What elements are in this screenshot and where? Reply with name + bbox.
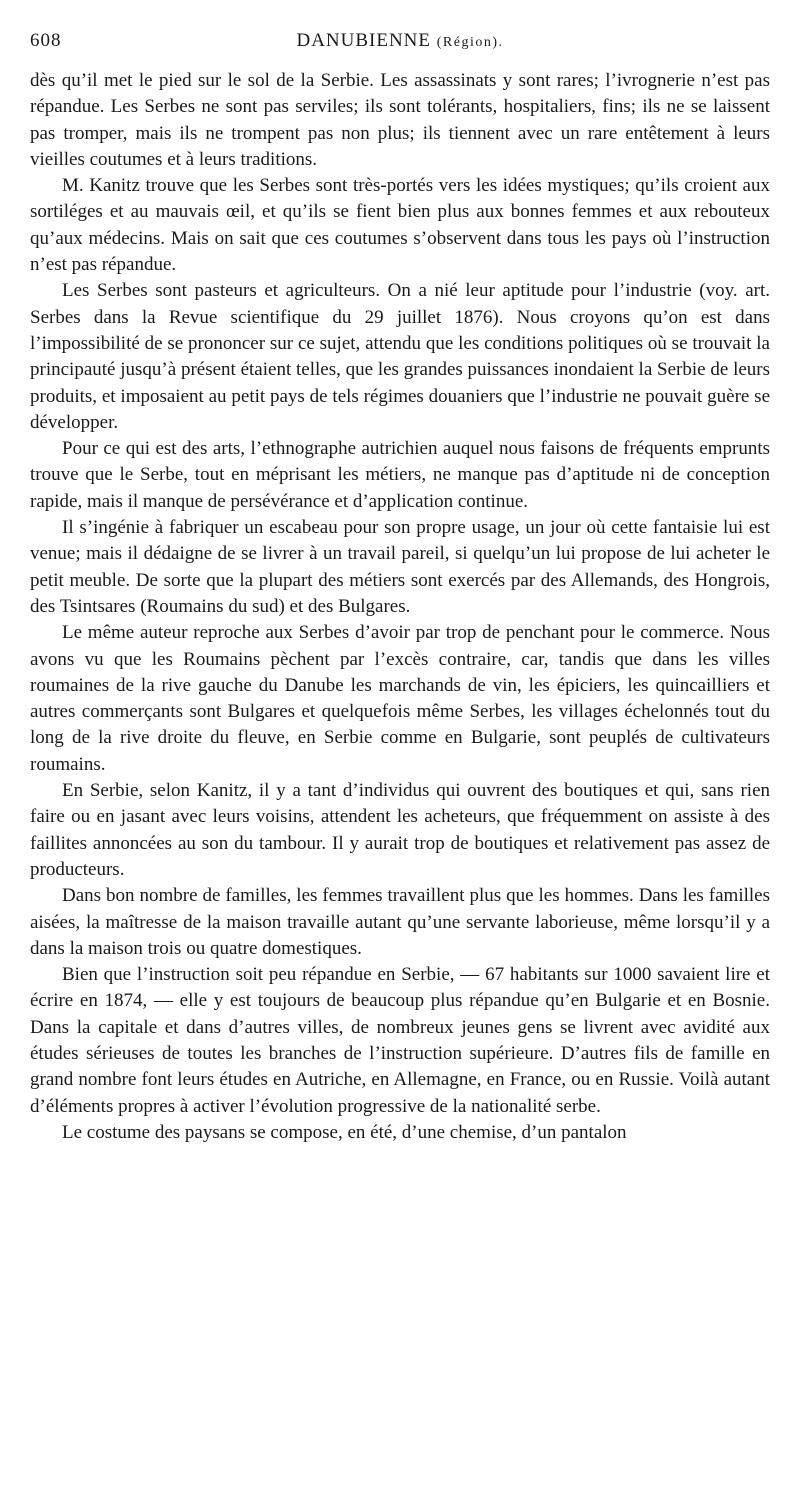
paragraph: Pour ce qui est des arts, l’ethnographe autrichien auquel nous faisons de fréquents emprunts trouve que le Serbe, tout en méprisant les métiers, ne manque pas d’aptitude ni de conception rapide, mais il manque de persévérance et d’application continue. <box>30 438 770 512</box>
page-header <box>30 30 770 60</box>
running-title-main: DANUBIENNE <box>296 30 432 51</box>
running-title <box>30 30 770 52</box>
paragraph: dès qu’il met le pied sur le sol de la Serbie. Les assassinats y sont rares; l’ivrognerie n’est pas répandue. Les Serbes ne sont pas serviles; ils sont tolérants, hospitaliers, fins; ils ne se laissent pas tromper, mais ils ne trompent pas non plus; ils tiennent avec un rare entêtement à leurs vieilles coutumes et à leurs traditions. <box>30 70 770 170</box>
page-number: 608 <box>30 30 62 51</box>
paragraph: M. Kanitz trouve que les Serbes sont très-portés vers les idées mystiques; qu’ils croient aux sortiléges et au mauvais œil, et qu’ils se fient bien plus aux bonnes femmes et aux rebouteux qu’aux médecins. Mais on sait que ces coutumes s’observent dans tous les pays où l’instruction n’est pas répandue. <box>30 175 770 276</box>
running-title-region: (Région). <box>436 35 504 50</box>
paragraph: Les Serbes sont pasteurs et agriculteurs. On a nié leur aptitude pour l’industrie (voy. art. Serbes dans la Revue scientifique du 29 juillet 1876). Nous croyons qu’on est dans l’impossibilité de se prononcer sur ce sujet, attendu que les conditions politiques où se trouvait la principauté jusqu’à présent étaient telles, que les grandes puissances inondaient la Serbie de leurs produits, et imposaient au petit pays de tels régimes douaniers que l’industrie ne pouvait guère se développer. <box>30 280 770 433</box>
paragraph: Le même auteur reproche aux Serbes d’avoir par trop de penchant pour le commerce. Nous avons vu que les Roumains pèchent par l’excès contraire, car, tandis que dans les villes roumaines de la rive gauche du Danube les marchands de vin, les épiciers, les quincailliers et autres commerçants sont Bulgares et quelquefois même Serbes, les villages échelonnés tout du long de la rive droite du fleuve, en Serbie comme en Bulgarie, sont peuplés de cultivateurs roumains. <box>30 622 770 775</box>
text-body <box>30 68 770 1146</box>
paragraph: En Serbie, selon Kanitz, il y a tant d’individus qui ouvrent des boutiques et qui, sans rien faire ou en jasant avec leurs voisins, attendent les acheteurs, que fréquemment on assiste à des faillites annoncées au son du tambour. Il y aurait trop de boutiques et relativement pas assez de producteurs. <box>30 780 770 880</box>
paragraph: Il s’ingénie à fabriquer un escabeau pour son propre usage, un jour où cette fantaisie lui est venue; mais il dédaigne de se livrer à un travail pareil, si quelqu’un lui propose de lui acheter le petit meuble. De sorte que la plupart des métiers sont exercés par des Allemands, des Hongrois, des Tsintsares (Roumains du sud) et des Bulgares. <box>30 517 770 617</box>
paragraph: Dans bon nombre de familles, les femmes travaillent plus que les hommes. Dans les familles aisées, la maîtresse de la maison travaille autant qu’une servante laborieuse, même lorsqu’il y a dans la maison trois ou quatre domestiques. <box>30 885 770 959</box>
paragraph: Bien que l’instruction soit peu répandue en Serbie, — 67 habitants sur 1000 savaient lire et écrire en 1874, — elle y est toujours de beaucoup plus répandue qu’en Bulgarie et en Bosnie. Dans la capitale et dans d’autres villes, de nombreux jeunes gens se livrent avec avidité aux études sérieuses de toutes les branches de l’instruction supérieure. D’autres fils de famille en grand nombre font leurs études en Autriche, en Allemagne, en France, ou en Russie. Voilà autant d’éléments propres à activer l’évolution progressive de la nationalité serbe. <box>30 964 770 1117</box>
paragraph: Le costume des paysans se compose, en été, d’une chemise, d’un pantalon <box>62 1121 627 1143</box>
document-page <box>30 30 770 1146</box>
